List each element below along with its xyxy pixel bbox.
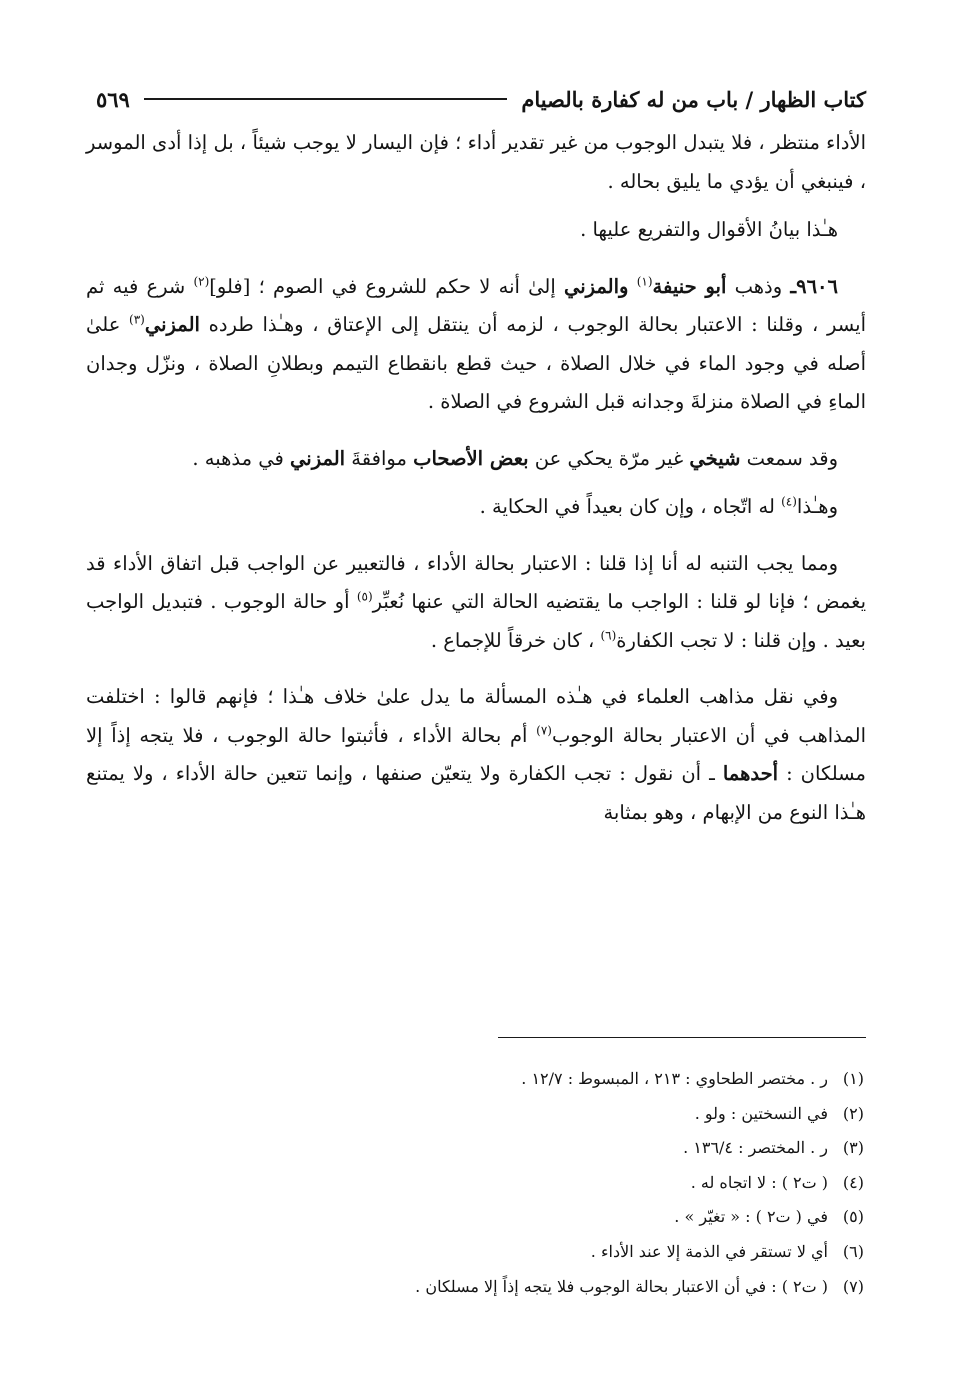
footnote-number: (٢) <box>842 1103 864 1123</box>
text-run: ومما يجب التنبه له أنا إذا قلنا : الاعتبار بحالة الأداء ، فالتعبير عن الواجب قبل اتفاق الأداء قد يغمض ؛ فإنا لو قلنا : الواجب ما يقتضيه الحالة التي عنها نُعبِّر <box>86 551 867 613</box>
paragraph-4 <box>86 440 866 479</box>
text-run: شرع فيه ثم أيسر ، وقلنا : الاعتبار بحالة الوجوب ، لزمه أن ينتقل إلى الإعتاق ، وهـٰذا طرده <box>86 274 866 336</box>
text-run: أم بحالة الأداء ، فأثبتوا حالة الوجوب ، فلا يتجه إذاً إلا مسلكان : <box>86 723 867 785</box>
footnote-ref-1[interactable]: (١) <box>636 274 653 288</box>
footnote-text: أي لا تستقر في الذمة إلا عند الأداء . <box>590 1241 828 1261</box>
footnote-ref-2[interactable]: (٢) <box>193 274 210 288</box>
text-run: ـ أن نقول : تجب الكفارة ولا يتعيّن صنفها ، وإنما تتعين حالة الأداء ، ولا يمتنع هـٰذا النوع من الإبهام ، وهو بمثابة <box>86 762 866 824</box>
header-rule <box>144 98 507 100</box>
text-run: أو حالة الوجوب . فتبديل الواجب بعيد . وإن قلنا : لا تجب الكفارة <box>86 590 866 652</box>
footnote-number: (٦) <box>842 1241 864 1261</box>
footnote-ref-3[interactable]: (٣) <box>129 312 145 327</box>
text-run: له اتّجاه ، وإن كان بعيداً في الحكاية . <box>479 495 782 518</box>
name-ashab: بعض الأصحاب <box>413 446 529 470</box>
footnote-3 <box>200 1131 864 1166</box>
text-run: وذهب <box>726 274 791 298</box>
paragraph-3 <box>86 268 866 422</box>
footnotes <box>200 1062 864 1304</box>
issue-number: ٩٦٠٦ـ <box>790 274 839 298</box>
body-text <box>86 124 866 832</box>
name-shaykh: شيخي <box>689 446 741 470</box>
text-run: وقد سمعت <box>740 446 838 470</box>
term-ahaduhuma: أحدهما <box>722 762 779 785</box>
footnote-2 <box>200 1097 864 1132</box>
footnote-number: (٣) <box>842 1138 864 1158</box>
footnote-5 <box>200 1200 864 1235</box>
footnote-ref-5[interactable]: (٥) <box>356 589 373 604</box>
footnote-text: ر . مختصر الطحاوي : ٢١٣ ، المبسوط : ١٢/٧ . <box>521 1069 828 1088</box>
footnote-number: (٧) <box>842 1276 864 1296</box>
footnote-4 <box>200 1166 864 1201</box>
text-run: وفي نقل مذاهب العلماء في هـٰذه المسألة ما يدل علىٰ خلاف هـٰذا ؛ فإنهم قالوا : اختلفت المذاهب في أن الاعتبار بحالة الوجوب <box>86 685 867 747</box>
name-muzani: المزني <box>290 446 346 470</box>
paragraph-7 <box>86 678 866 832</box>
name-abu-hanifa: أبو حنيفة <box>652 274 727 298</box>
running-header <box>96 82 866 116</box>
footnote-text: ( ت٢ ) : في أن الاعتبار بحالة الوجوب فلا يتجه إذاً إلا مسلكان . <box>415 1276 828 1296</box>
footnote-ref-7[interactable]: (٧) <box>536 723 552 737</box>
text-run: ، كان خرقاً للإجماع . <box>430 628 601 652</box>
footnote-number: (٥) <box>842 1207 864 1227</box>
paragraph-6 <box>86 545 866 661</box>
footnote-text: في ( ت٢ ) : « تغيّر » . <box>674 1207 828 1227</box>
footnote-ref-6[interactable]: (٦) <box>600 628 617 642</box>
page-number: ٥٦٩ <box>96 86 130 112</box>
text-run: غير مرّة يحكي عن <box>528 446 690 470</box>
footnote-text: ( ت٢ ) : لا اتجاه له . <box>690 1172 828 1192</box>
footnote-7 <box>200 1270 864 1305</box>
footnote-6 <box>200 1235 864 1270</box>
text-run: وهـٰذا <box>796 495 838 518</box>
paragraph-1: الأداء منتظر ، فلا يتبدل الوجوب من غير تقدير أداء ؛ فإن اليسار لا يوجب شيئاً ، بل إذا أدى الموسر ، فينبغي أن يؤدي ما يليق بحاله . <box>86 131 866 193</box>
name-muzani: والمزني <box>563 274 629 298</box>
footnote-ref-4[interactable]: (٤) <box>781 494 797 509</box>
footnote-number: (٤) <box>842 1172 864 1192</box>
text-run: علىٰ أصله في وجود الماء في خلال الصلاة ، حيث قطع بانقطاع التيمم وبطلانِ الصلاة ، ونزّل وجدان الماءِ في الصلاة منزلةَ وجدانه قبل الشروع في الصلاة . <box>86 313 866 413</box>
text-run <box>628 275 636 298</box>
footnote-number: (١) <box>842 1069 864 1088</box>
chapter-title: كتاب الظهار / باب من له كفارة بالصيام <box>521 86 866 112</box>
text-run: إلىٰ أنه لا حكم للشروع في الصوم ؛ [فلو] <box>209 274 564 298</box>
paragraph-5 <box>86 488 866 527</box>
footnote-1 <box>200 1062 864 1097</box>
footnote-separator <box>498 1037 866 1038</box>
text-run: موافقةَ <box>345 446 414 470</box>
footnote-text: ر . المختصر : ١٣٦/٤ . <box>683 1138 828 1158</box>
footnote-text: في النسختين : ولو . <box>694 1103 828 1123</box>
text-run: في مذهبه . <box>192 446 291 470</box>
name-muzani: المزني <box>144 313 200 336</box>
paragraph-2: هـٰذا بيانُ الأقوال والتفريع عليها . <box>580 218 838 241</box>
